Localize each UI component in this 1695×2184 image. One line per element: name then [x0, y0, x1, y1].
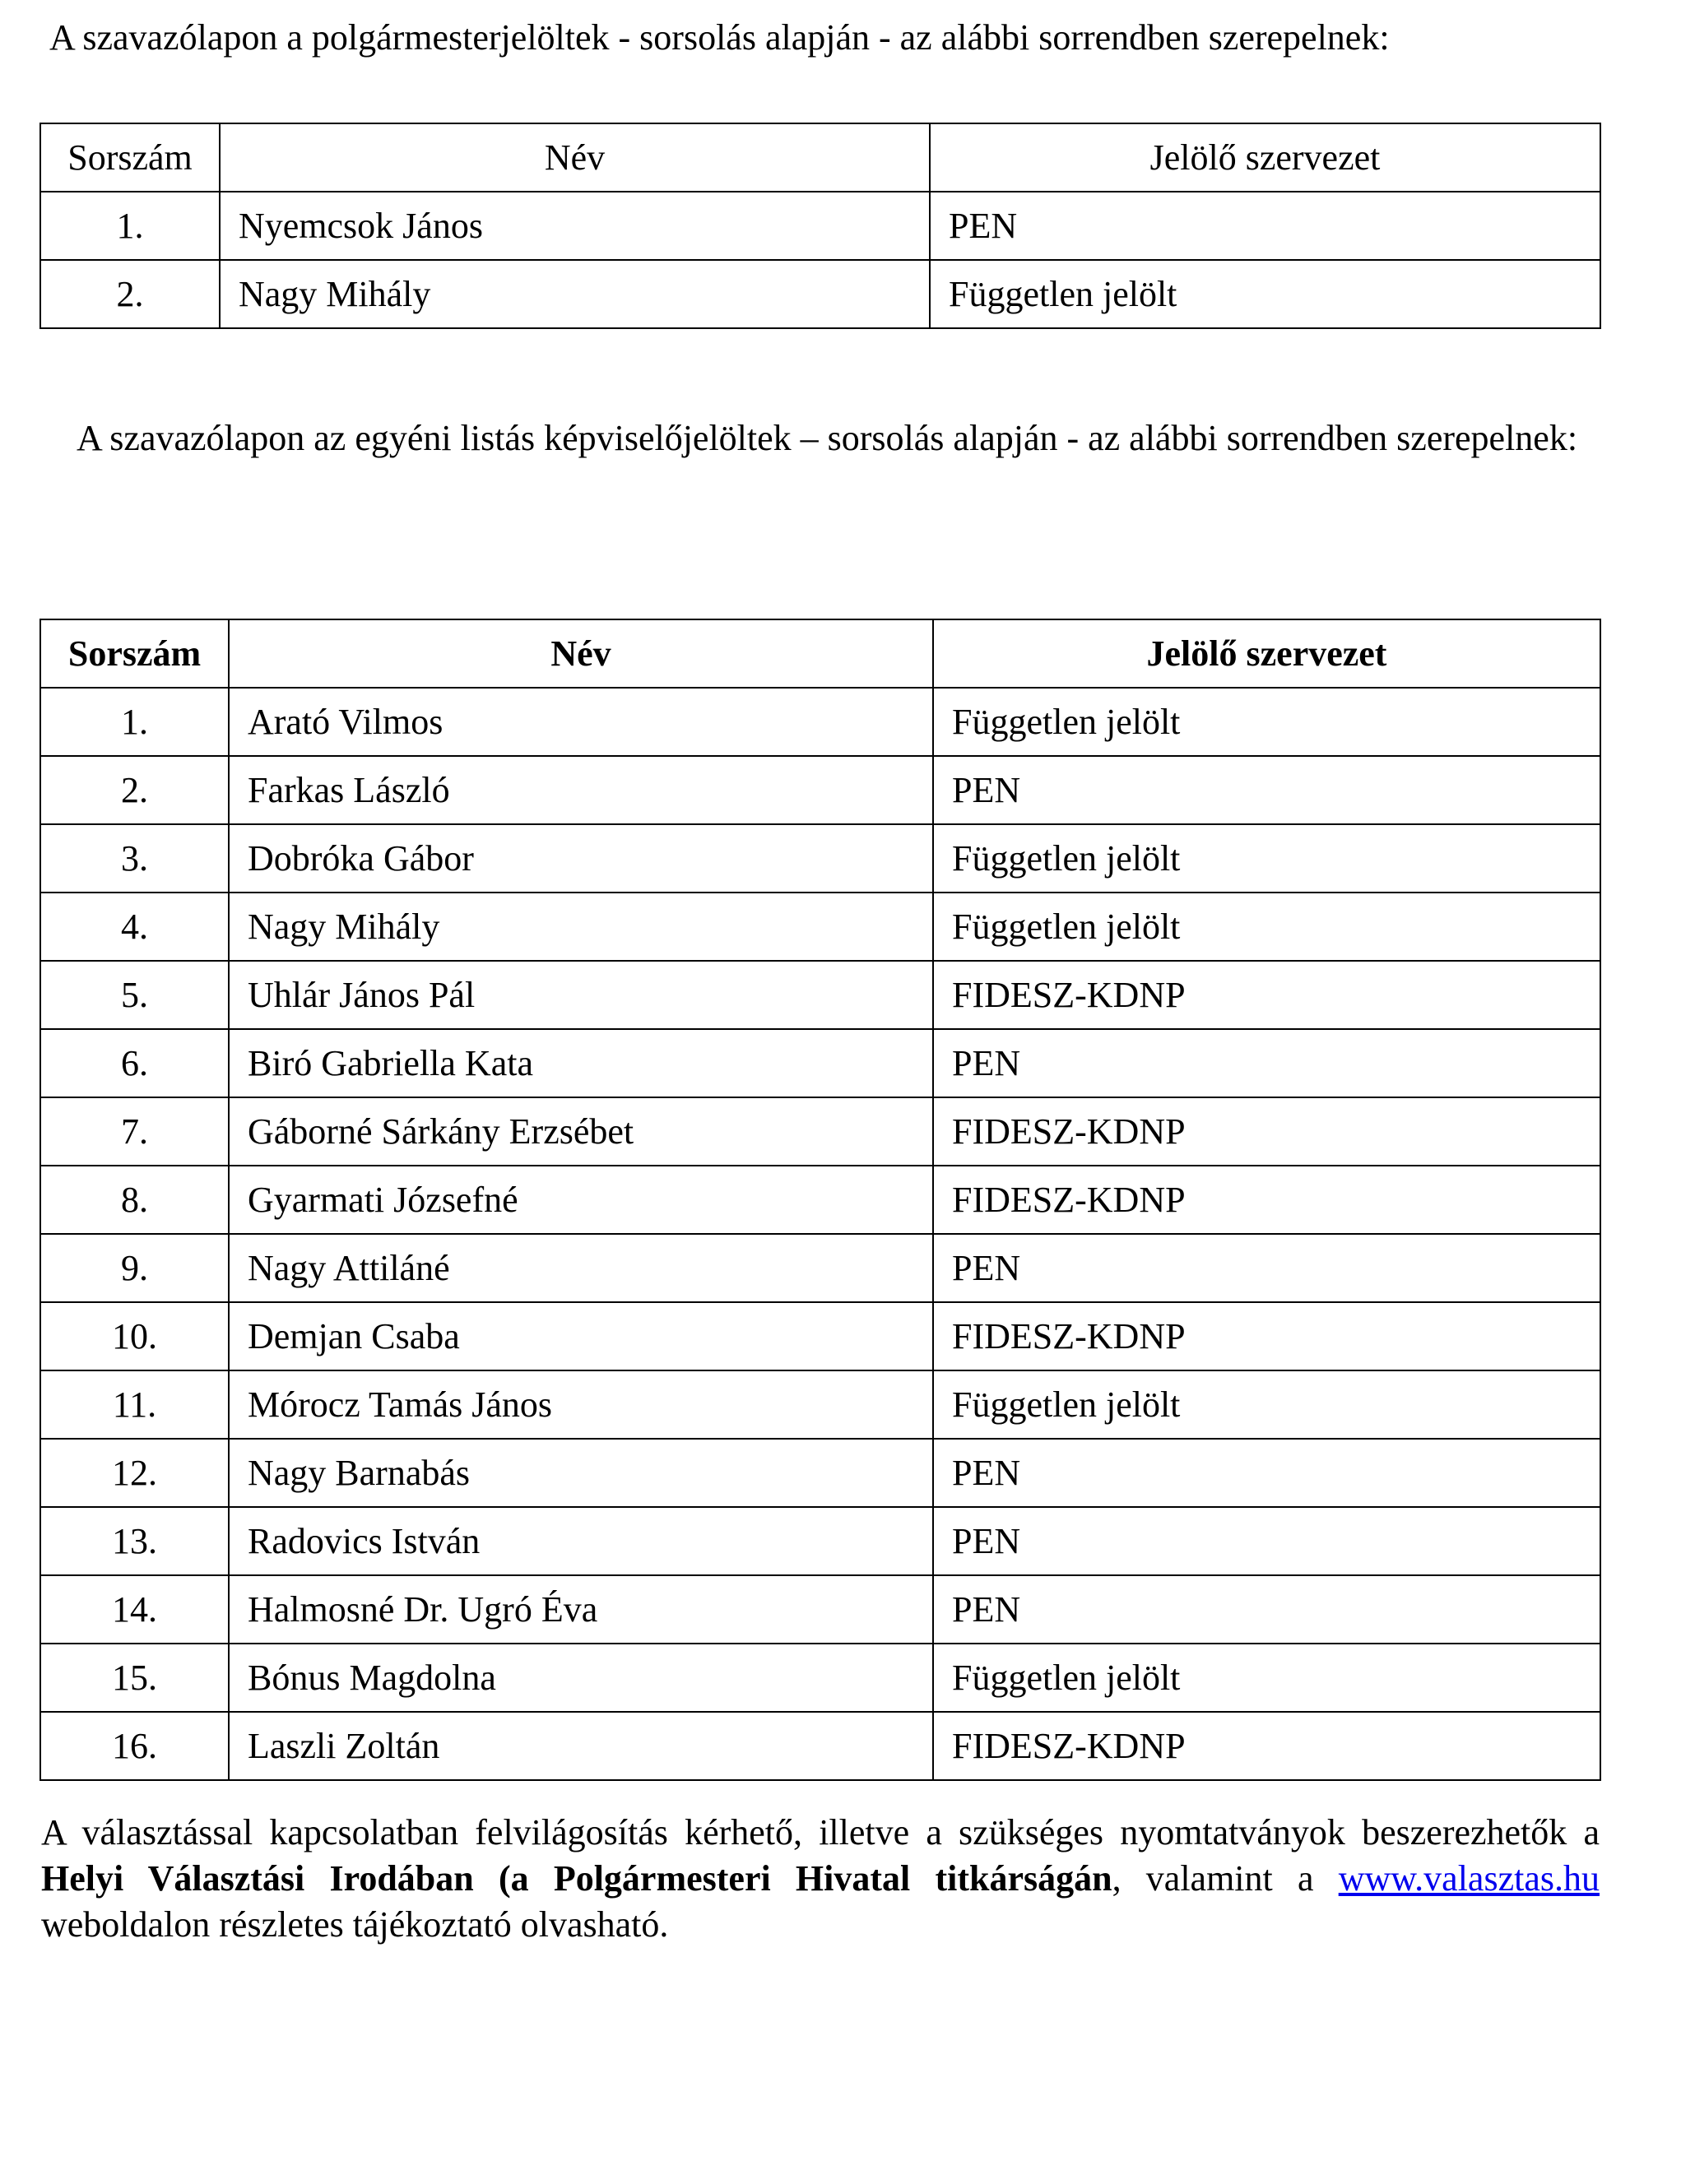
row-number: 15.: [40, 1644, 229, 1712]
table-row: [40, 1166, 1600, 1234]
row-number: 16.: [40, 1712, 229, 1780]
nominating-organization: FIDESZ-KDNP: [933, 961, 1600, 1029]
council-candidates-table: [39, 619, 1601, 1781]
table-header-row: [40, 619, 1600, 688]
nominating-organization: PEN: [933, 1439, 1600, 1507]
footer-text: weboldalon részletes tájékoztató olvasható.: [41, 1904, 669, 1945]
candidate-name: Nagy Barnabás: [229, 1439, 933, 1507]
row-number: 4.: [40, 893, 229, 961]
table-row: [40, 1575, 1600, 1644]
candidate-name: Radovics István: [229, 1507, 933, 1575]
table-row: [40, 1302, 1600, 1370]
candidate-name: Nyemcsok János: [220, 192, 930, 260]
table-row: [40, 1097, 1600, 1166]
nominating-organization: PEN: [933, 1234, 1600, 1302]
mayor-intro-text: A szavazólapon a polgármesterjelöltek - sorsolás alapján - az alábbi sorrendben szerepelnek:: [49, 17, 1390, 58]
footer-text: A választással kapcsolatban felvilágosítás kérhető, illetve a szükséges nyomtatványok beszerezhetők a: [41, 1812, 1600, 1852]
nominating-organization: PEN: [933, 1507, 1600, 1575]
table-row: [40, 1507, 1600, 1575]
candidate-name: Halmosné Dr. Ugró Éva: [229, 1575, 933, 1644]
row-number: 8.: [40, 1166, 229, 1234]
candidate-name: Demjan Csaba: [229, 1302, 933, 1370]
nominating-organization: Független jelölt: [933, 1644, 1600, 1712]
candidate-name: Gáborné Sárkány Erzsébet: [229, 1097, 933, 1166]
candidate-name: Uhlár János Pál: [229, 961, 933, 1029]
row-number: 1.: [40, 192, 220, 260]
table-row: [40, 824, 1600, 893]
nominating-organization: PEN: [933, 1029, 1600, 1097]
table-row: [40, 756, 1600, 824]
row-number: 12.: [40, 1439, 229, 1507]
nominating-organization: Független jelölt: [930, 260, 1600, 328]
row-number: 10.: [40, 1302, 229, 1370]
row-number: 13.: [40, 1507, 229, 1575]
header-number: Sorszám: [40, 619, 229, 688]
candidate-name: Bónus Magdolna: [229, 1644, 933, 1712]
candidate-name: Nagy Mihály: [229, 893, 933, 961]
candidate-name: Nagy Mihály: [220, 260, 930, 328]
table-row: [40, 1370, 1600, 1439]
header-number: Sorszám: [40, 123, 220, 192]
council-intro-text: A szavazólapon az egyéni listás képviselőjelöltek – sorsolás alapján - az alábbi sorrendben szerepelnek:: [76, 418, 1578, 458]
table-header-row: [40, 123, 1600, 192]
row-number: 5.: [40, 961, 229, 1029]
row-number: 2.: [40, 756, 229, 824]
candidate-name: Gyarmati Józsefné: [229, 1166, 933, 1234]
mayor-candidates-table: [39, 123, 1601, 329]
nominating-organization: PEN: [933, 756, 1600, 824]
row-number: 6.: [40, 1029, 229, 1097]
table-row: [40, 192, 1600, 260]
footer-paragraph: [41, 1810, 1600, 1948]
table-row: [40, 893, 1600, 961]
table-row: [40, 1029, 1600, 1097]
nominating-organization: FIDESZ-KDNP: [933, 1166, 1600, 1234]
table-row: [40, 688, 1600, 756]
header-organization: Jelölő szervezet: [930, 123, 1600, 192]
header-name: Név: [220, 123, 930, 192]
row-number: 11.: [40, 1370, 229, 1439]
row-number: 14.: [40, 1575, 229, 1644]
nominating-organization: Független jelölt: [933, 824, 1600, 893]
candidate-name: Arató Vilmos: [229, 688, 933, 756]
header-organization: Jelölő szervezet: [933, 619, 1600, 688]
table-row: [40, 1712, 1600, 1780]
nominating-organization: PEN: [930, 192, 1600, 260]
mayor-table-body: [40, 192, 1600, 328]
footer-text: , valamint a: [1112, 1858, 1339, 1899]
nominating-organization: Független jelölt: [933, 893, 1600, 961]
election-website-link[interactable]: www.valasztas.hu: [1338, 1858, 1600, 1899]
row-number: 9.: [40, 1234, 229, 1302]
nominating-organization: FIDESZ-KDNP: [933, 1097, 1600, 1166]
candidate-name: Mórocz Tamás János: [229, 1370, 933, 1439]
row-number: 1.: [40, 688, 229, 756]
candidate-name: Dobróka Gábor: [229, 824, 933, 893]
nominating-organization: FIDESZ-KDNP: [933, 1712, 1600, 1780]
table-row: [40, 260, 1600, 328]
nominating-organization: FIDESZ-KDNP: [933, 1302, 1600, 1370]
row-number: 3.: [40, 824, 229, 893]
election-office-name: Helyi Választási Irodában (a Polgármesteri Hivatal titkárságán: [41, 1858, 1112, 1899]
table-row: [40, 1644, 1600, 1712]
table-row: [40, 961, 1600, 1029]
row-number: 7.: [40, 1097, 229, 1166]
header-name: Név: [229, 619, 933, 688]
table-row: [40, 1439, 1600, 1507]
candidate-name: Nagy Attiláné: [229, 1234, 933, 1302]
nominating-organization: Független jelölt: [933, 688, 1600, 756]
table-row: [40, 1234, 1600, 1302]
nominating-organization: Független jelölt: [933, 1370, 1600, 1439]
candidate-name: Laszli Zoltán: [229, 1712, 933, 1780]
candidate-name: Biró Gabriella Kata: [229, 1029, 933, 1097]
nominating-organization: PEN: [933, 1575, 1600, 1644]
council-table-body: [40, 688, 1600, 1780]
row-number: 2.: [40, 260, 220, 328]
candidate-name: Farkas László: [229, 756, 933, 824]
